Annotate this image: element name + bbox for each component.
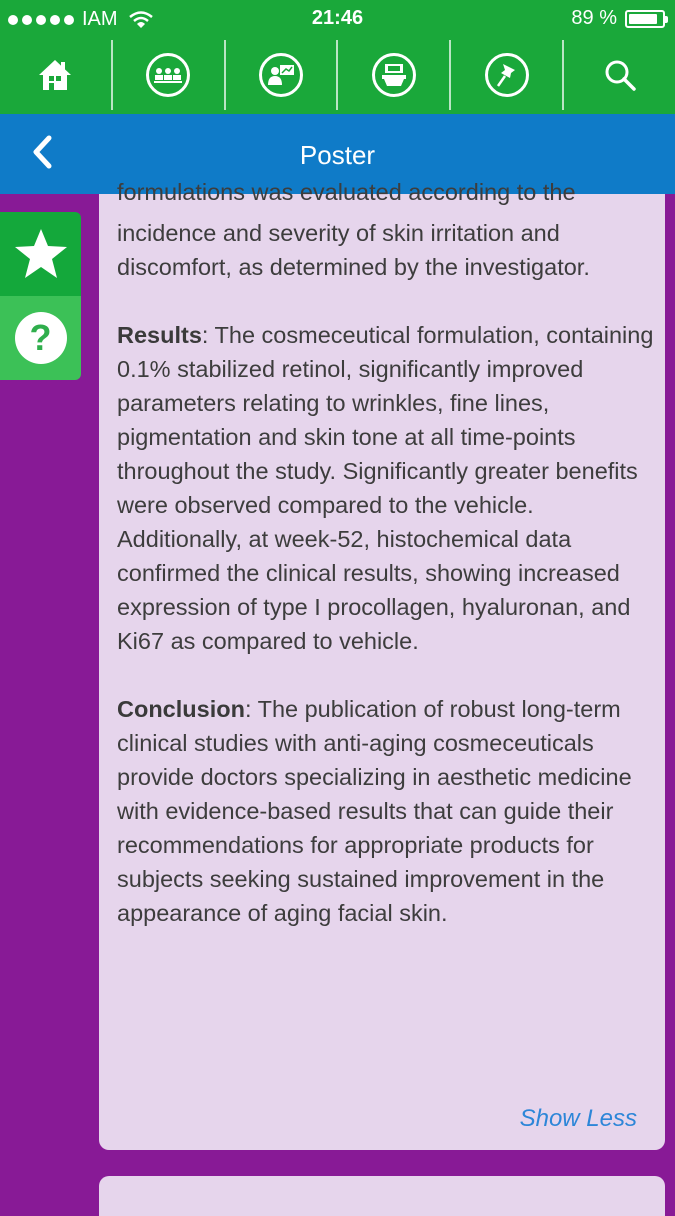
clipped-text: formulations was evaluated according to the [117,179,576,205]
clock: 21:46 [311,7,364,29]
clipped-line [117,179,657,216]
nav-attendees[interactable] [113,40,226,110]
nav-speakers[interactable] [226,40,339,110]
status-bar [0,0,675,36]
star-icon [13,227,69,281]
battery-status [571,7,665,30]
search-icon [601,56,639,94]
exhibitors-icon [372,53,416,97]
pin-icon [485,53,529,97]
results-text: : The cosmeceutical formulation, containing 0.1% stabilized retinol, significantly improved parameters relating to wrinkles, fine lines, pigmentation and skin tone at all time-points throughout the study. Significantly greater benefits were observed compared to the vehicle. Additionally, at week-52, histochemical data confirmed the clinical results, showing increased expression of type I procollagen, hyaluronan, and Ki67 as compared to vehicle. [117,322,654,654]
results-label: Results [117,322,202,348]
show-less-link[interactable]: Show Less [519,1105,637,1132]
nav-home[interactable] [0,40,113,110]
page-title: Poster [299,140,376,170]
next-card [99,1176,665,1216]
nav-search[interactable] [564,40,675,110]
nav-pinned[interactable] [451,40,564,110]
question-icon: ? [15,312,67,364]
conclusion-text: : The publication of robust long-term clinical studies with anti-aging cosmeceuticals provide doctors specializing in aesthetic medicine with evidence-based results that can guide their recommendations for appropriate products for subjects seeking sustained improvement in the appearance of aging facial skin. [117,696,632,926]
battery-icon [625,10,665,28]
results-paragraph [117,318,657,658]
poster-abstract-card [99,179,665,1150]
intro-paragraph-tail: incidence and severity of skin irritation and discomfort, as determined by the investigator. [117,220,590,280]
battery-percent: 89 % [571,7,617,29]
conclusion-paragraph [117,692,657,930]
nav-exhibitors[interactable] [338,40,451,110]
carrier-name: IAM [82,8,118,30]
main-nav [0,36,675,114]
favorite-button[interactable] [0,212,81,296]
conclusion-label: Conclusion [117,696,245,722]
side-tabs [0,212,81,380]
help-button[interactable] [0,296,81,380]
attendees-icon [146,53,190,97]
home-icon [36,56,74,94]
speakers-icon [259,53,303,97]
